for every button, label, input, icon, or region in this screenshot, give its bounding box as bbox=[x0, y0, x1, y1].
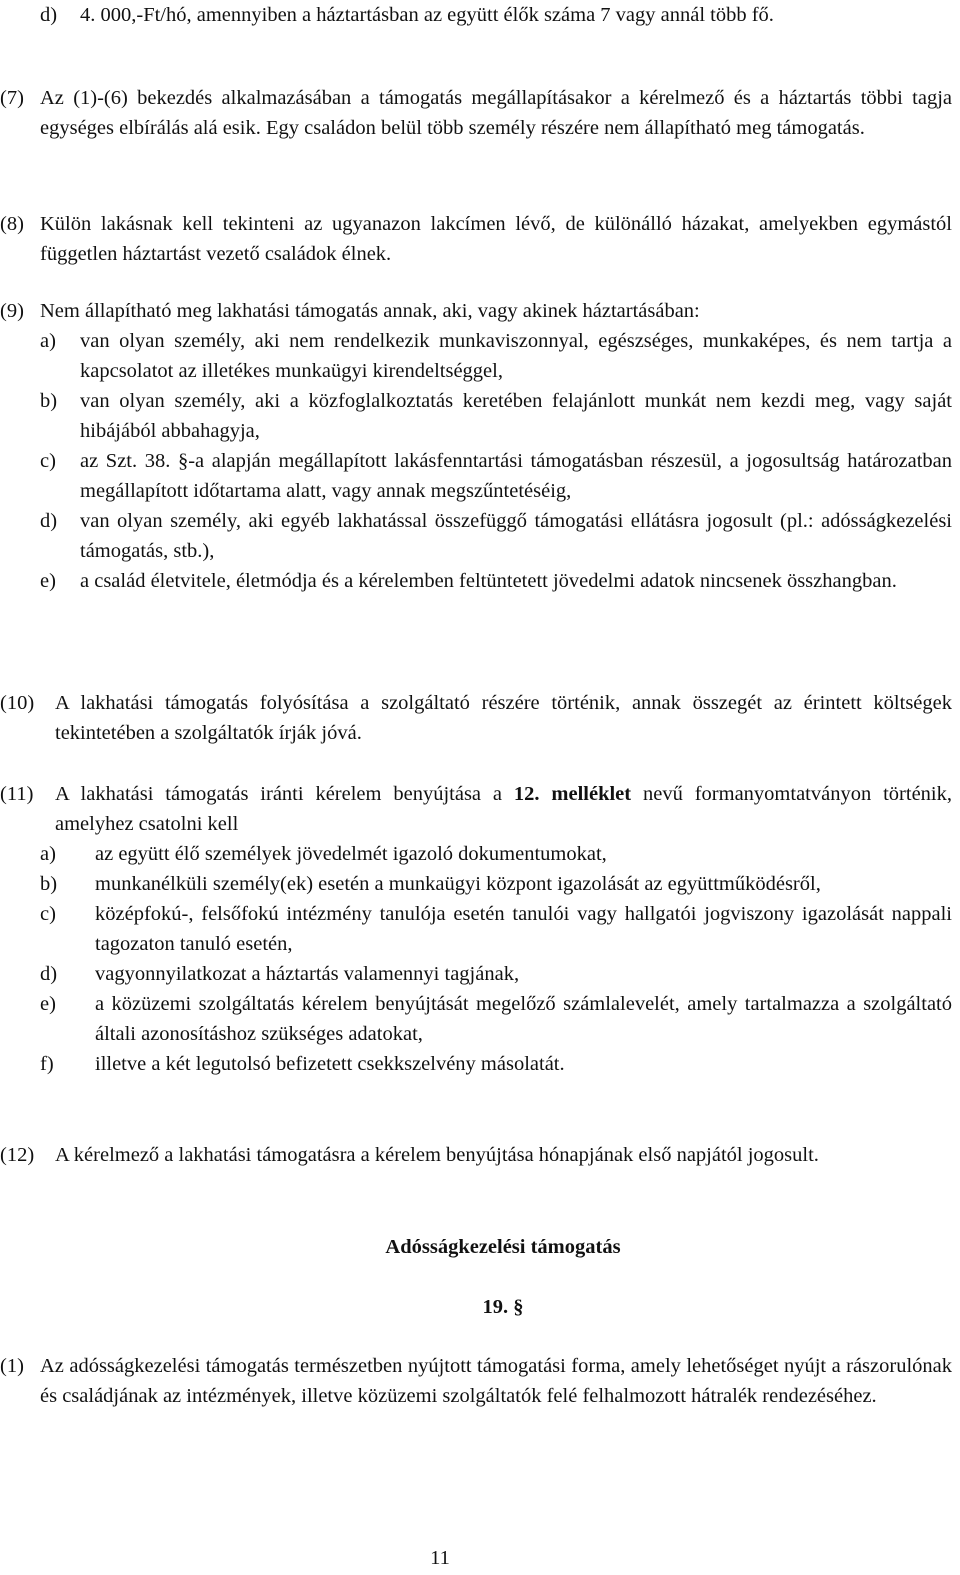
paragraph-label: (9) bbox=[0, 300, 24, 322]
paragraph-text: Az (1)-(6) bekezdés alkalmazásában a támogatás megállapításakor a kérelmező és a háztartás többi tagja egységes elbírálás alá esik. Egy családon belül több személy részére nem állapítható meg támogatás. bbox=[40, 87, 952, 139]
list-item bbox=[40, 446, 952, 506]
section-number: 19. § bbox=[482, 1296, 524, 1318]
list-label: c) bbox=[40, 450, 56, 472]
paragraph-label: (1) bbox=[0, 1355, 24, 1377]
page-number: 11 bbox=[430, 1547, 450, 1569]
list-text: a család életvitele, életmódja és a kérelemben feltüntetett jövedelmi adatok nincsenek összhangban. bbox=[80, 570, 897, 592]
list-label: b) bbox=[40, 873, 58, 895]
list-item bbox=[40, 326, 952, 386]
list-item bbox=[40, 506, 952, 566]
list-label: d) bbox=[40, 963, 58, 985]
list-text: van olyan személy, aki egyéb lakhatással összefüggő támogatási ellátásra jogosult (pl.: adósságkezelési támogatás, stb.), bbox=[80, 510, 952, 562]
text-segment: A lakhatási támogatás iránti kérelem benyújtása a bbox=[55, 783, 514, 805]
list-label: d) bbox=[40, 4, 58, 26]
list-text: a közüzemi szolgáltatás kérelem benyújtását megelőző számlalevelét, amely tartalmazza a szolgáltató általi azonosításhoz szükséges adatokat, bbox=[95, 993, 952, 1045]
paragraph-text: A lakhatási támogatás folyósítása a szolgáltató részére történik, annak összegét az érintett költségek tekintetében a szolgáltatók írják jóvá. bbox=[55, 692, 952, 744]
list-item bbox=[40, 989, 952, 1049]
list-label: d) bbox=[40, 510, 58, 532]
list-text: illetve a két legutolsó befizetett csekkszelvény másolatát. bbox=[95, 1053, 565, 1075]
paragraph-text bbox=[55, 779, 952, 839]
paragraph-text: Nem állapítható meg lakhatási támogatás annak, aki, vagy akinek háztartásában: bbox=[40, 300, 700, 322]
list-text: munkanélküli személy(ek) esetén a munkaügyi központ igazolását az együttműködésről, bbox=[95, 873, 821, 895]
paragraph-12 bbox=[0, 1140, 952, 1170]
annex-reference: 12. melléklet bbox=[513, 783, 632, 805]
list-item bbox=[40, 1049, 952, 1079]
list-text: az Szt. 38. §-a alapján megállapított lakásfenntartási támogatásban részesül, a jogosultság határozatban megállapított időtartama alatt, vagy annak megszűntetéséig, bbox=[80, 450, 952, 502]
paragraph-7 bbox=[0, 83, 952, 143]
section-19-paragraph-1 bbox=[0, 1351, 952, 1411]
paragraph-8 bbox=[0, 209, 952, 269]
list-label: c) bbox=[40, 903, 56, 925]
list-item bbox=[40, 386, 952, 446]
list-item bbox=[40, 839, 952, 869]
list-label: a) bbox=[40, 843, 56, 865]
list-label: a) bbox=[40, 330, 56, 352]
paragraph-10 bbox=[0, 688, 952, 748]
list-label: e) bbox=[40, 993, 56, 1015]
paragraph-label: (8) bbox=[0, 213, 24, 235]
list-item bbox=[40, 566, 952, 596]
paragraph-label: (12) bbox=[0, 1144, 35, 1166]
list-text: középfokú-, felsőfokú intézmény tanulója esetén tanulói vagy hallgatói jogviszony igazolását nappali tagozaton tanuló esetén, bbox=[95, 903, 952, 955]
paragraph-11 bbox=[0, 779, 952, 1079]
list-label: e) bbox=[40, 570, 56, 592]
paragraph-label: (11) bbox=[0, 783, 34, 805]
text-segment: nevű formanyomtatványon történik, amelyhez csatolni kell bbox=[55, 783, 952, 835]
paragraph-9 bbox=[0, 296, 952, 596]
paragraph-text: A kérelmező a lakhatási támogatásra a kérelem benyújtása hónapjának első napjától jogosult. bbox=[55, 1144, 819, 1166]
paragraph-text: Az adósságkezelési támogatás természetben nyújtott támogatási forma, amely lehetőséget nyújt a rászorulónak és családjának az intézmények, illetve közüzemi szolgáltatók felé felhalmozott hátralék rendezéséhez. bbox=[40, 1355, 952, 1407]
list-item bbox=[40, 899, 952, 959]
list-item bbox=[40, 869, 952, 899]
list-label: b) bbox=[40, 390, 58, 412]
list-item bbox=[40, 959, 952, 989]
paragraph-text: Külön lakásnak kell tekinteni az ugyanazon lakcímen lévő, de különálló házakat, amelyekben egymástól független háztartást vezető családok élnek. bbox=[40, 213, 952, 265]
paragraph-label: (7) bbox=[0, 87, 24, 109]
list-text: van olyan személy, aki a közfoglalkoztatás keretében felajánlott munkát nem kezdi meg, vagy saját hibájából abbahagyja, bbox=[80, 390, 952, 442]
section-title: Adósságkezelési támogatás bbox=[385, 1236, 621, 1258]
list-text: vagyonnyilatkozat a háztartás valamennyi tagjának, bbox=[95, 963, 520, 985]
paragraph-label: (10) bbox=[0, 692, 35, 714]
list-item-intro-d bbox=[40, 0, 952, 30]
list-text: van olyan személy, aki nem rendelkezik munkaviszonnyal, egészséges, munkaképes, és nem tartja a kapcsolatot az illetékes munkaügyi kirendeltséggel, bbox=[80, 330, 952, 382]
list-text: 4. 000,-Ft/hó, amennyiben a háztartásban az együtt élők száma 7 vagy annál több fő. bbox=[80, 4, 774, 26]
list-text: az együtt élő személyek jövedelmét igazoló dokumentumokat, bbox=[95, 843, 607, 865]
list-label: f) bbox=[40, 1053, 54, 1075]
